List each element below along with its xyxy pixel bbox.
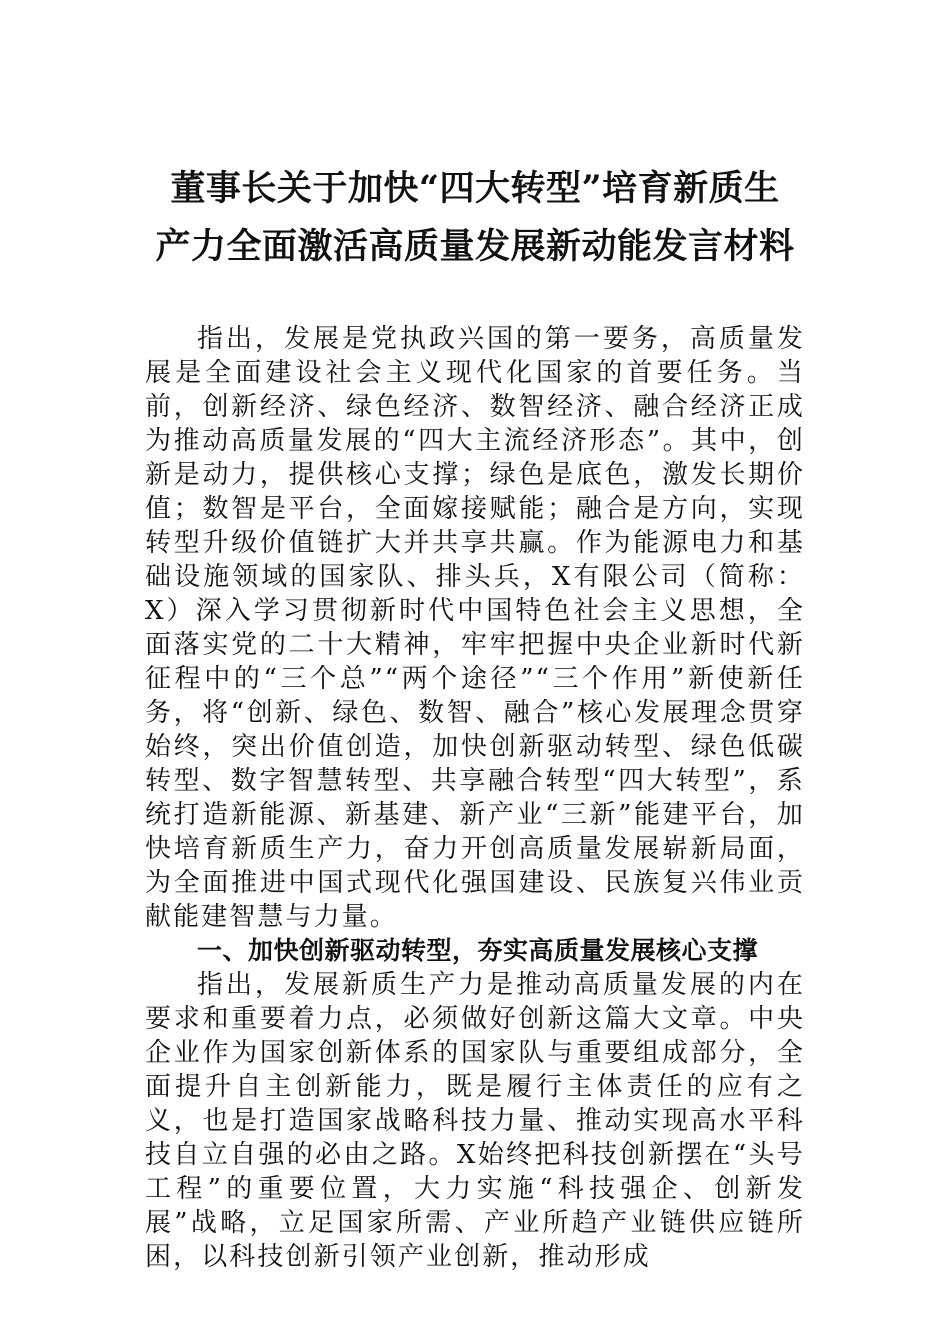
document-body [145, 322, 805, 1274]
title-line-1: 董事长关于加快“四大转型”培育新质生 [170, 168, 780, 209]
title-line-2: 产力全面激活高质量发展新动能发言材料 [155, 226, 795, 267]
intro-paragraph: 指出，发展是党执政兴国的第一要务，高质量发展是全面建设社会主义现代化国家的首要任务。当前，创新经济、绿色经济、数智经济、融合经济正成为推动高质量发展的“四大主流经济形态”。其中，创新是动力，提供核心支撑；绿色是底色，激发长期价值；数智是平台，全面嫁接赋能；融合是方向，实现转型升级价值链扩大并共享共赢。作为能源电力和基础设施领域的国家队、排头兵，X有限公司（简称：X）深入学习贯彻新时代中国特色社会主义思想，全面落实党的二十大精神，牢牢把握中央企业新时代新征程中的“三个总”“两个途径”“三个作用”新使新任务，将“创新、绿色、数智、融合”核心发展理念贯穿始终，突出价值创造，加快创新驱动转型、绿色低碳转型、数字智慧转型、共享融合转型“四大转型”，系统打造新能源、新基建、新产业“三新”能建平台，加快培育新质生产力，奋力开创高质量发展崭新局面，为全面推进中国式现代化强国建设、民族复兴伟业贡献能建智慧与力量。 [145, 324, 806, 932]
document-title [150, 160, 800, 276]
section-1-paragraph: 指出，发展新质生产力是推动高质量发展的内在要求和重要着力点，必须做好创新这篇大文章。中央企业作为国家创新体系的国家队与重要组成部分，全面提升自主创新能力，既是履行主体责任的应有之义，也是打造国家战略科技力量、推动实现高水平科技自立自强的必由之路。X始终把科技创新摆在“头号工程”的重要位置，大力实施“科技强企、创新发展”战略，立足国家所需、产业所趋产业链供应链所困，以科技创新引领产业创新，推动形成 [145, 970, 805, 1272]
section-heading-1: 一、加快创新驱动转型，夯实高质量发展核心支撑 [197, 936, 759, 965]
